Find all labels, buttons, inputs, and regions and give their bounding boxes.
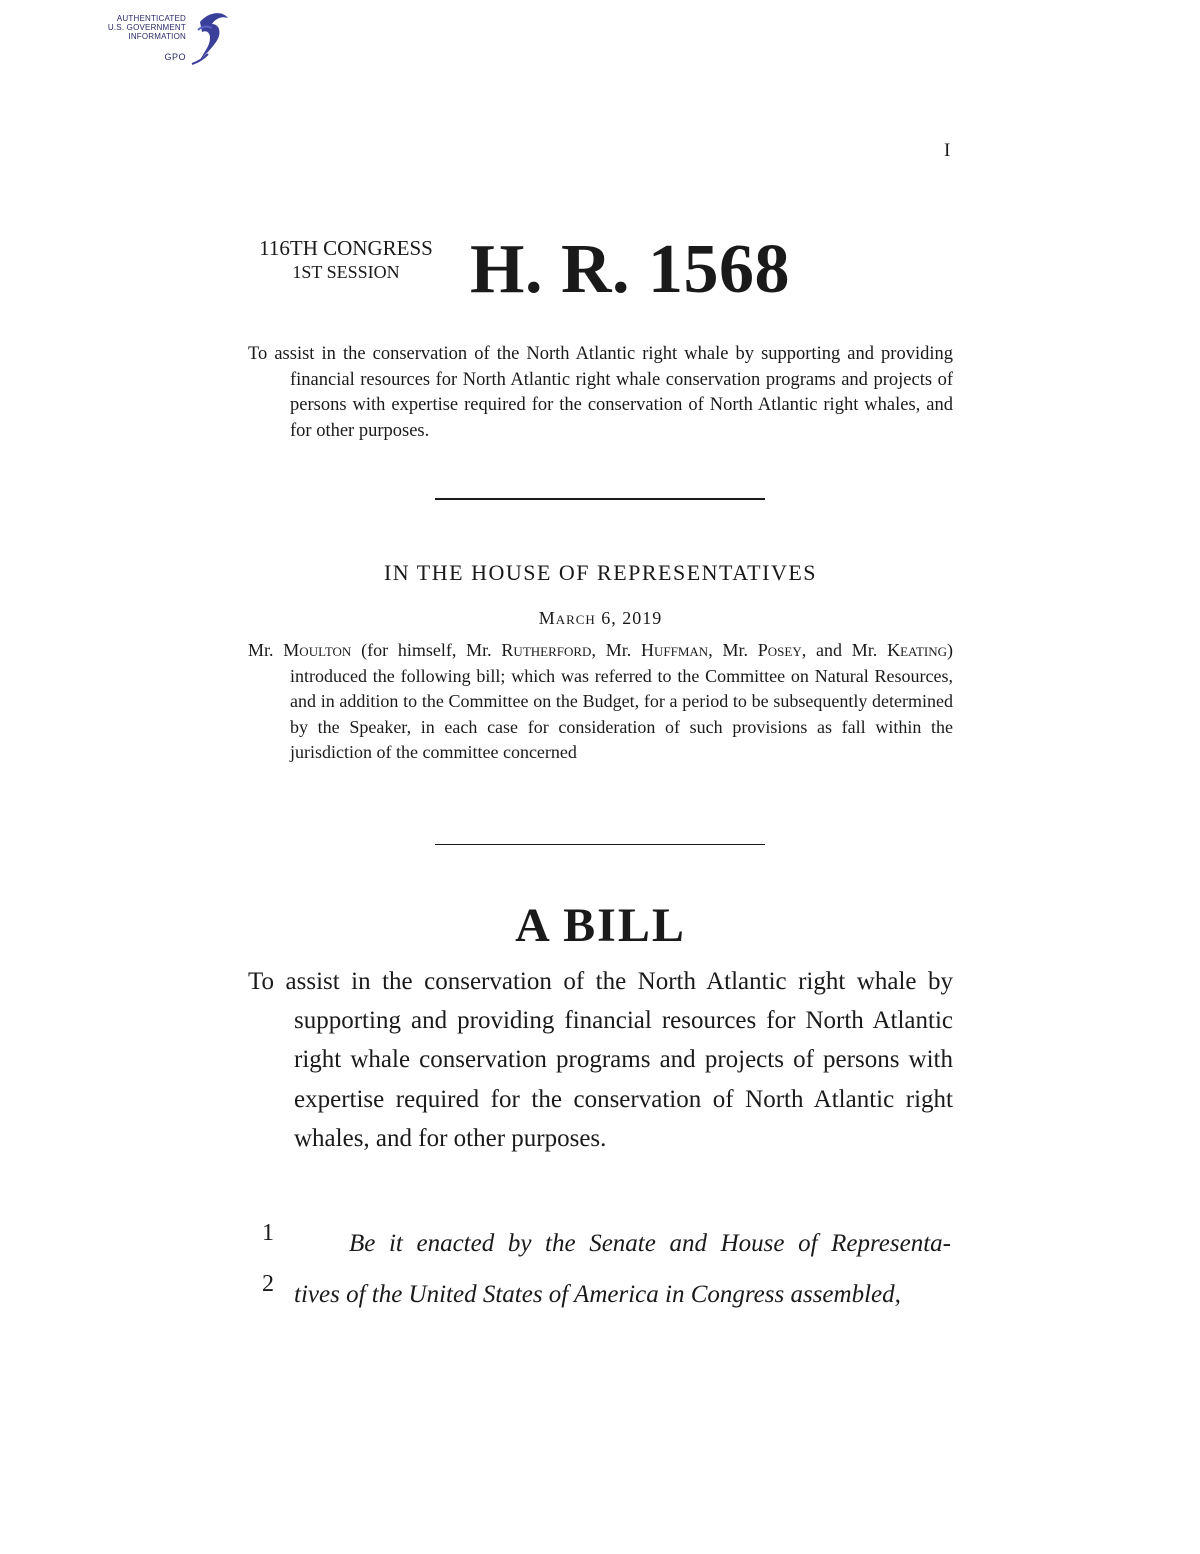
logo-abbreviation: GPO: [164, 52, 186, 62]
chamber-heading: IN THE HOUSE OF REPRESENTATIVES: [383, 560, 817, 585]
eagle-icon: [178, 8, 230, 70]
session-label: 1ST SESSION: [292, 262, 400, 282]
introduction-paragraph: Mr. Moulton (for himself, Mr. Rutherford, Mr. Huffman, Mr. Posey, and Mr. Keating) introduced the following bill; which was referred to the Committee on Natural Resources, and in addition to the Committee on the Budget, for a period to be subsequently determined by the Speaker, in each case for consideration of such provisions as fall within the jurisdiction of the committee concerned: [248, 640, 954, 763]
sponsor-name: Moulton: [283, 640, 352, 660]
cosponsor-name: Rutherford: [501, 640, 592, 660]
line-number: 2: [262, 1271, 274, 1297]
cosponsor-name: Huffman: [641, 640, 709, 660]
congress-session-block: [248, 236, 444, 284]
bill-number: H. R. 1568: [470, 231, 790, 308]
introduction-date: March 6, 2019: [538, 608, 663, 628]
gpo-authentication-logo: [100, 8, 230, 70]
bill-heading: A BILL: [515, 899, 686, 952]
bill-summary: To assist in the conservation of the North Atlantic right whale by supporting and providing financial resources for North Atlantic right whale conservation programs and projects of persons with expertise required for the conservation of North Atlantic right whales, and for other purposes.: [248, 344, 953, 441]
divider-rule: [435, 498, 765, 500]
enacting-clause-line-1: Be it enacted by the Senate and House of Representa-: [349, 1230, 951, 1257]
cosponsor-name: Posey: [757, 640, 802, 660]
page-marker: I: [944, 140, 951, 161]
divider-rule: [435, 844, 765, 845]
line-number: 1: [262, 1220, 274, 1246]
congress-label: 116TH CONGRESS: [259, 236, 433, 260]
cosponsor-name: Keating: [887, 640, 948, 660]
enacting-clause: [294, 1218, 951, 1320]
bill-title: To assist in the conservation of the North Atlantic right whale by supporting and providing financial resources for North Atlantic right whale conservation programs and projects of persons with expertise required for the conservation of North Atlantic right whales, and for other purposes.: [248, 968, 953, 1152]
enacting-clause-line-2: tives of the United States of America in Congress assembled,: [294, 1281, 901, 1308]
logo-text: AUTHENTICATED U.S. GOVERNMENT INFORMATION: [107, 14, 186, 41]
